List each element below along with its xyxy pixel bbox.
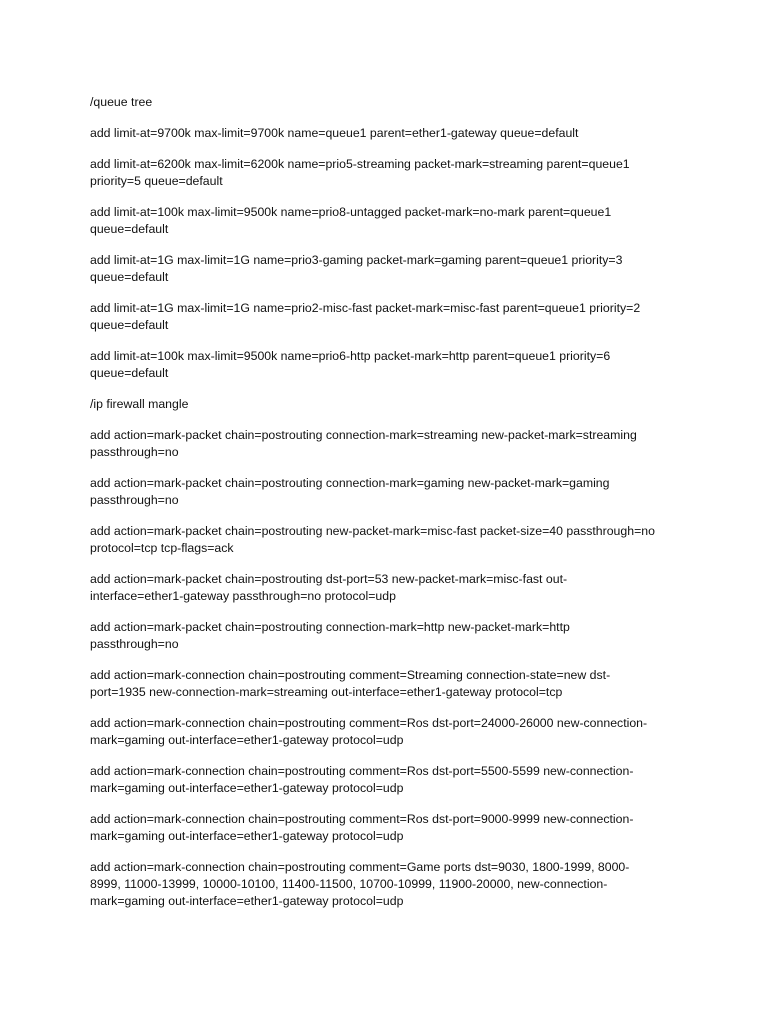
section-heading-ip-firewall-mangle: /ip firewall mangle <box>90 397 189 411</box>
command-line: add action=mark-connection chain=postrouting comment=Ros dst-port=24000-26000 new-connection- mark=gaming out-interface=ether1-gateway protocol=udp <box>90 716 648 747</box>
command-line: add action=mark-packet chain=postrouting connection-mark=streaming new-packet-mark=streaming passthrough=no <box>90 428 637 459</box>
command-line: add action=mark-packet chain=postrouting new-packet-mark=misc-fast packet-size=40 passthrough=no protocol=tcp tcp-flags=ack <box>90 524 655 555</box>
command-line: add action=mark-connection chain=postrouting comment=Streaming connection-state=new dst- port=1935 new-connection-mark=streaming out-interface=ether1-gateway protocol=tcp <box>90 668 611 699</box>
command-line: add limit-at=100k max-limit=9500k name=prio6-http packet-mark=http parent=queue1 priority=6 queue=default <box>90 349 611 380</box>
command-line: add action=mark-packet chain=postrouting dst-port=53 new-packet-mark=misc-fast out- interface=ether1-gateway passthrough=no protocol=udp <box>90 572 568 603</box>
command-line: add limit-at=1G max-limit=1G name=prio3-gaming packet-mark=gaming parent=queue1 priority=3 queue=default <box>90 253 623 284</box>
command-line: add action=mark-connection chain=postrouting comment=Ros dst-port=5500-5599 new-connection- mark=gaming out-interface=ether1-gateway protocol=udp <box>90 764 634 795</box>
command-line: add action=mark-packet chain=postrouting connection-mark=gaming new-packet-mark=gaming passthrough=no <box>90 476 610 507</box>
command-line: add action=mark-connection chain=postrouting comment=Game ports dst=9030, 1800-1999, 8000- 8999, 11000-13999, 10000-10100, 11400-11500, 10700-10999, 11900-20000, new-connection- mark=gaming out-interface=ether1-gateway protocol=udp <box>90 860 630 908</box>
command-line: add limit-at=1G max-limit=1G name=prio2-misc-fast packet-mark=misc-fast parent=queue1 priority=2 queue=default <box>90 301 641 332</box>
command-line: add action=mark-connection chain=postrouting comment=Ros dst-port=9000-9999 new-connection- mark=gaming out-interface=ether1-gateway protocol=udp <box>90 812 634 843</box>
section-heading-queue-tree: /queue tree <box>90 95 153 109</box>
command-line: add action=mark-packet chain=postrouting connection-mark=http new-packet-mark=http passthrough=no <box>90 620 570 651</box>
command-line: add limit-at=6200k max-limit=6200k name=prio5-streaming packet-mark=streaming parent=queue1 priority=5 queue=default <box>90 157 630 188</box>
document-page <box>90 94 680 924</box>
command-line: add limit-at=100k max-limit=9500k name=prio8-untagged packet-mark=no-mark parent=queue1 queue=default <box>90 205 612 236</box>
command-line: add limit-at=9700k max-limit=9700k name=queue1 parent=ether1-gateway queue=default <box>90 126 579 140</box>
